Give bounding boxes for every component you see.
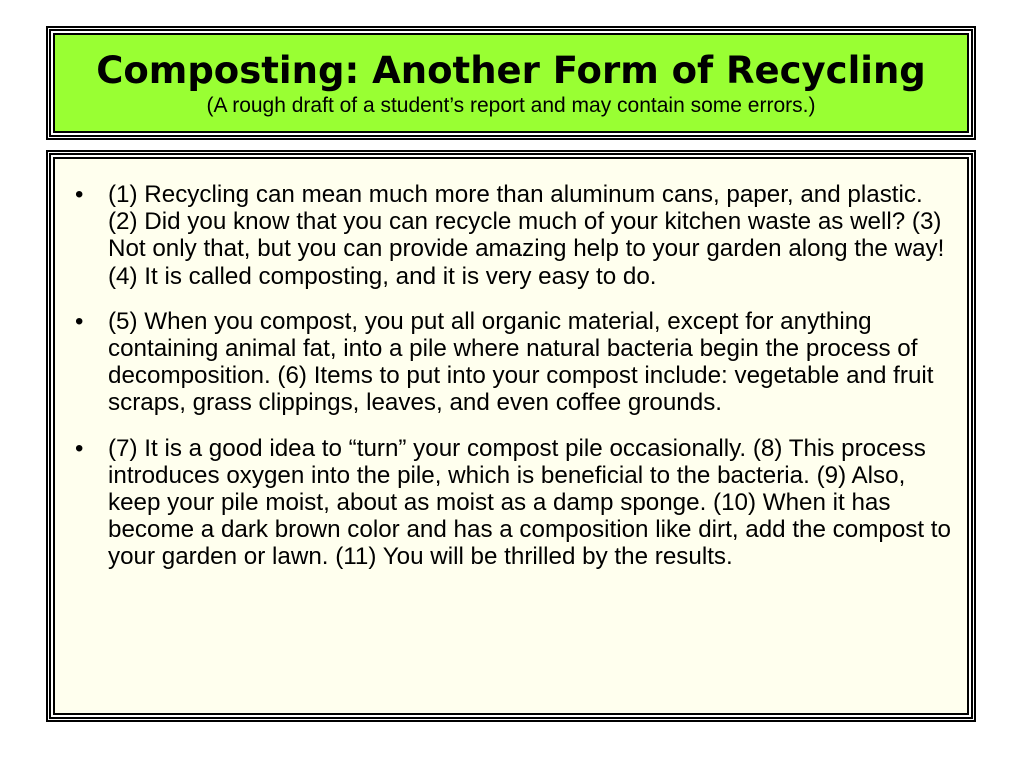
paragraph-text: (1) Recycling can mean much more than aluminum cans, paper, and plastic. (2) Did you know that you can recycle much of your kitchen waste as well? (3) Not only that, but you can provide amazing help to your garden along the way! (4) It is called composting, and it is very easy to do.: [108, 181, 945, 290]
bullet-icon: •: [75, 181, 84, 208]
list-item: [65, 435, 953, 571]
slide-subtitle: (A rough draft of a student’s report and may contain some errors.): [206, 94, 816, 117]
bullet-icon: •: [75, 434, 84, 462]
bullet-icon: •: [75, 307, 84, 335]
title-box: [46, 26, 976, 140]
bullet-list: [65, 181, 953, 571]
title-panel: [53, 33, 969, 133]
body-box: [46, 150, 976, 722]
body-panel: [53, 157, 969, 715]
slide-title: Composting: Another Form of Recycling: [96, 49, 926, 92]
paragraph-text: (5) When you compost, you put all organic material, except for anything containing animal fat, into a pile where natural bacteria begin the process of decomposition. (6) Items to put into your compost include: vegetable and fruit scraps, grass clippings, leaves, and even coffee grounds.: [108, 307, 934, 417]
list-item: [65, 181, 953, 290]
paragraph-text: (7) It is a good idea to “turn” your compost pile occasionally. (8) This process introduces oxygen into the pile, which is beneficial to the bacteria. (9) Also, keep your pile moist, about as moist as a damp sponge. (10) When it has become a dark brown color and has a composition like dirt, add the compost to your garden or lawn. (11) You will be thrilled by the results.: [108, 434, 951, 571]
list-item: [65, 308, 953, 417]
